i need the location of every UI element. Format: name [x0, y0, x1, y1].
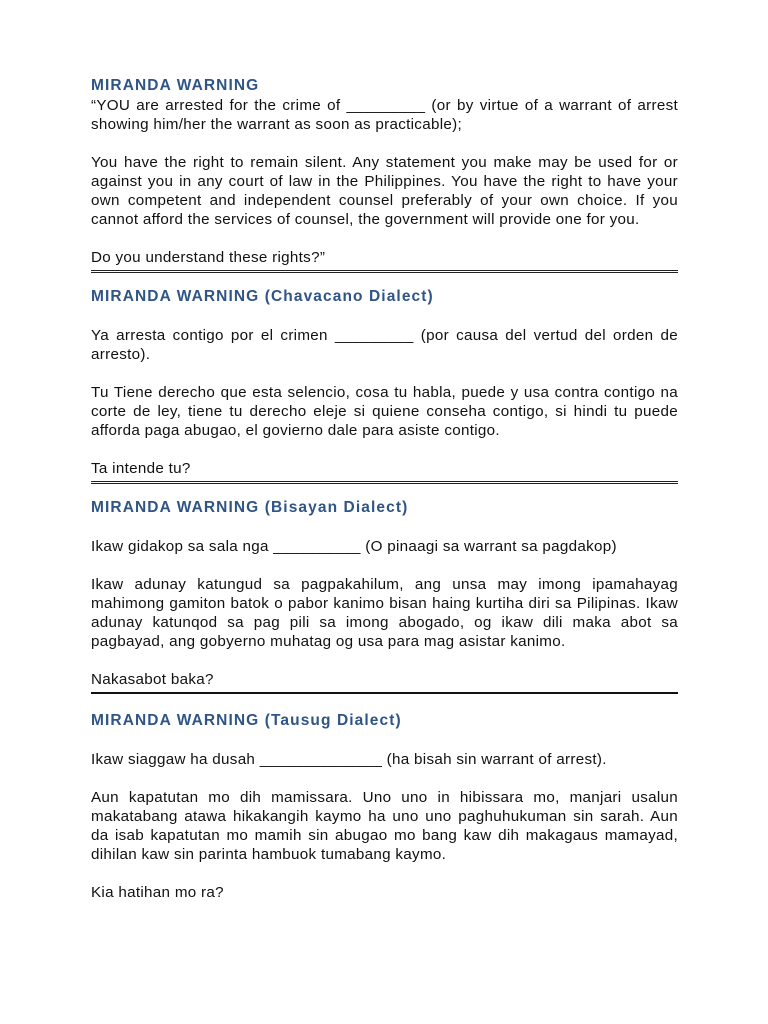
- section-heading: MIRANDA WARNING (Bisayan Dialect): [91, 499, 409, 516]
- rights-statement: Aun kapatutan mo dih mamissara. Uno uno in hibissara mo, manjari usalun makatabang atawa hikakangih kaymo ha uno uno paghuhukuman sin sarah. Aun da isab kapatutan mo mamih sin abugao mo bang kaw dih makagaus mamayad, dihilan kaw sin parinta hambuok tumabang kaymo.: [91, 789, 678, 863]
- section-divider: [91, 270, 678, 273]
- section-tausug: [91, 711, 678, 902]
- section-divider: [91, 481, 678, 484]
- section-chavacano: [91, 287, 678, 484]
- section-heading: MIRANDA WARNING: [91, 77, 260, 94]
- arrest-statement: Ikaw siaggaw ha dusah ______________ (ha bisah sin warrant of arrest).: [91, 751, 607, 768]
- rights-question: Kia hatihan mo ra?: [91, 884, 224, 901]
- section-divider: [91, 692, 678, 694]
- section-english: [91, 76, 678, 273]
- rights-question: Ta intende tu?: [91, 460, 191, 477]
- section-bisayan: [91, 498, 678, 694]
- rights-question: Nakasabot baka?: [91, 671, 214, 688]
- rights-statement: You have the right to remain silent. Any statement you make may be used for or against you in any court of law in the Philippines. You have the right to have your own competent and independent counsel preferably of your own choice. If you cannot afford the services of counsel, the government will provide one for you.: [91, 154, 678, 228]
- rights-question: Do you understand these rights?”: [91, 249, 326, 266]
- section-heading: MIRANDA WARNING (Tausug Dialect): [91, 712, 402, 729]
- section-heading: MIRANDA WARNING (Chavacano Dialect): [91, 288, 434, 305]
- arrest-statement: “YOU are arrested for the crime of _________ (or by virtue of a warrant of arrest showing him/her the warrant as soon as practicable);: [91, 97, 678, 133]
- arrest-statement: Ikaw gidakop sa sala nga __________ (O pinaagi sa warrant sa pagdakop): [91, 538, 617, 555]
- arrest-statement: Ya arresta contigo por el crimen _________ (por causa del vertud del orden de arresto).: [91, 327, 678, 363]
- rights-statement: Tu Tiene derecho que esta selencio, cosa tu habla, puede y usa contra contigo na corte de ley, tiene tu derecho eleje si quiene conseha contigo, si hindi tu puede afforda paga abugao, el govierno dale para asiste contigo.: [91, 384, 678, 439]
- document-page: [91, 76, 678, 902]
- rights-statement: Ikaw adunay katungud sa pagpakahilum, ang unsa may imong ipamahayag mahimong gamiton batok o pabor kanimo bisan haing kurtiha diri sa Pilipinas. Ikaw adunay katunqod sa pag pili sa imong abogado, og ikaw dili maka abot sa pagbayad, ang gobyerno muhatag og usa para mag asistar kanimo.: [91, 576, 678, 650]
